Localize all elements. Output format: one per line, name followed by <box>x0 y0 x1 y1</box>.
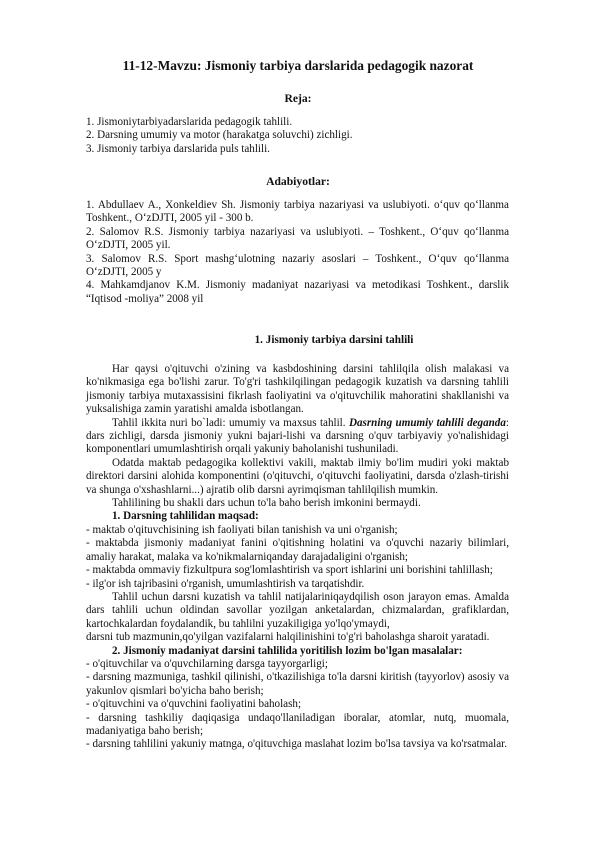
list-item: - o'qituvchilar va o'quvchilarning darsga tayyorgarligi; <box>86 657 328 670</box>
literature-item: 1. Abdullaev A., Xonkeldiev Sh. Jismoniy tarbiya nazariyasi va uslubiyoti. o‘quv qo‘llanma Toshkent., O‘zDJTI, 2005 yil - 300 b. <box>86 199 509 225</box>
list-item: - darsning tashkiliy daqiqasiga undaqo'llaniladigan iboralar, atomlar, nutq, muomala, madaniyatiga baho berish; <box>86 711 509 737</box>
literature-heading: Adabiyotlar: <box>266 175 330 188</box>
list-item: - darsning mazmuniga, tashkil qilinishi, o'tkazilishiga to'la darsni kiritish (tayyorlov) asosiy va yakunlov qismlari bo'yicha baho berish; <box>86 671 509 697</box>
list-item: - darsning tahlilini yakuniy matnga, o'qituvchiga maslahat lozim bo'lsa tavsiya va ko'rsatmalar. <box>86 738 507 751</box>
list-item: - maktabda ommaviy fizkultpura sog'lomlashtirish va sport ishlarini uni borishini tahlillash; <box>86 564 493 577</box>
section-heading: 1. Jismoniy tarbiya darsini tahlili <box>254 334 414 346</box>
plan-item: 1. Jismoniytarbiyadarslarida pedagogik tahlili. <box>86 116 293 128</box>
paragraph-text: Tahlil ikkita nuri bo`ladi: umumiy va maxsus tahlil. <box>112 416 349 429</box>
plan-list <box>86 116 509 156</box>
literature-list <box>86 199 509 306</box>
list-item: - ilg'or ish tajribasini o'rganish, umumlashtirish va tarqatishdir. <box>86 577 365 590</box>
plan-item: 2. Darsning umumiy va motor (harakatga soluvchi) zichligi. <box>86 129 353 142</box>
paragraph-text: : dars zichligi, darsda jismoniy yukni bajari-lishi va darsning o'quv tarbiyaviy yo'nalishidagi komponentlari umumlashtirish orqali yakuniy baholanishi tushuniladi. <box>86 416 509 456</box>
document-title: 11-12-Mavzu: Jismoniy tarbiya darslarida pedagogik nazorat <box>122 58 474 73</box>
paragraph <box>86 417 509 457</box>
literature-item: 4. Mahkamdjanov K.M. Jismoniy madaniyat nazariyasi va metodikasi Toshkent., darslik “Iqtisod -moliya” 2008 yil <box>86 279 509 305</box>
paragraph: Tahlil uchun darsni kuzatish va tahlil natijalariniqaydqilish oson jarayon emas. Amalda dars tahlili uchun oldindan savollar yozilgan anketalardan, chizmalardan, grafiklardan, kartochkalardan foydalandik, bu tahlilni yuzakiligiga yo'lqo'ymaydi, <box>86 590 509 630</box>
list-item: - maktabda jismoniy madaniyat fanini o'qitishning holatini va o'quvchi nazariy bilimlari, amaliy harakat, malaka va ko'nikmalarniqanday darajadaligini o'rganish; <box>86 537 509 563</box>
list-item: - o'qituvchini va o'quvchini faoliyatini baholash; <box>86 698 302 711</box>
issues-heading: 2. Jismoniy madaniyat darsini tahlilida yoritilish lozim bo'lgan masalalar: <box>112 644 463 657</box>
list-item: - maktab o'qituvchisining ish faoliyati bilan tanishish va uni o'rganish; <box>86 523 398 536</box>
body-text <box>86 363 509 752</box>
plan-item: 3. Jismoniy tarbiya darslarida puls tahlili. <box>86 142 270 155</box>
paragraph: Tahlilining bu shakli dars uchun to'la baho berish imkonini bermaydi. <box>112 497 421 510</box>
goal-heading: 1. Darsning tahlilidan maqsad: <box>112 510 259 523</box>
paragraph: Odatda maktab pedagogika kollektivi vakili, maktab ilmiy bo'lim mudiri yoki maktab direktori darsini alohida komponentini (o'qituvchi, o'qituvchi faoliyatini, darsda o'zlash-tirishi va shunga o'xshashlarni...) ajratib olib darsni ayrimqisman tahlilqilish mumkin. <box>86 456 509 496</box>
plan-heading: Reja: <box>284 92 312 105</box>
literature-item: 2. Salomov R.S. Jismoniy tarbiya nazariyasi va uslubiyoti. – Toshkent., O‘quv qo‘llanma O‘zDJTI, 2005 yil. <box>86 225 509 252</box>
paragraph: Har qaysi o'qituvchi o'zining va kasbdoshining darsini tahlilqila olish malakasi va ko'nikmasiga ega bo'lishi zarur. To'g'ri tashkilqilingan pedagogik kuzatish va darsning tahlili jismoniy tarbiya mutaxassisini fikrlash faoliyatini va o'qituvchilik mahoratini shakllanishi va yuksalishiga zamin yaratishi amalda isbotlangan. <box>86 363 509 416</box>
literature-item: 3. Salomov R.S. Sport mashg‘ulotning nazariy asoslari – Toshkent., O‘quv qo‘llanma O‘zDJTI, 2005 y <box>86 252 509 279</box>
emphasis-text: Dasrning umumiy tahlili deganda <box>348 416 506 429</box>
paragraph: darsni tub mazmunin,qo'yilgan vazifalarni halqilinishini to'g'ri baholashga sharoit yaratadi. <box>86 631 490 644</box>
